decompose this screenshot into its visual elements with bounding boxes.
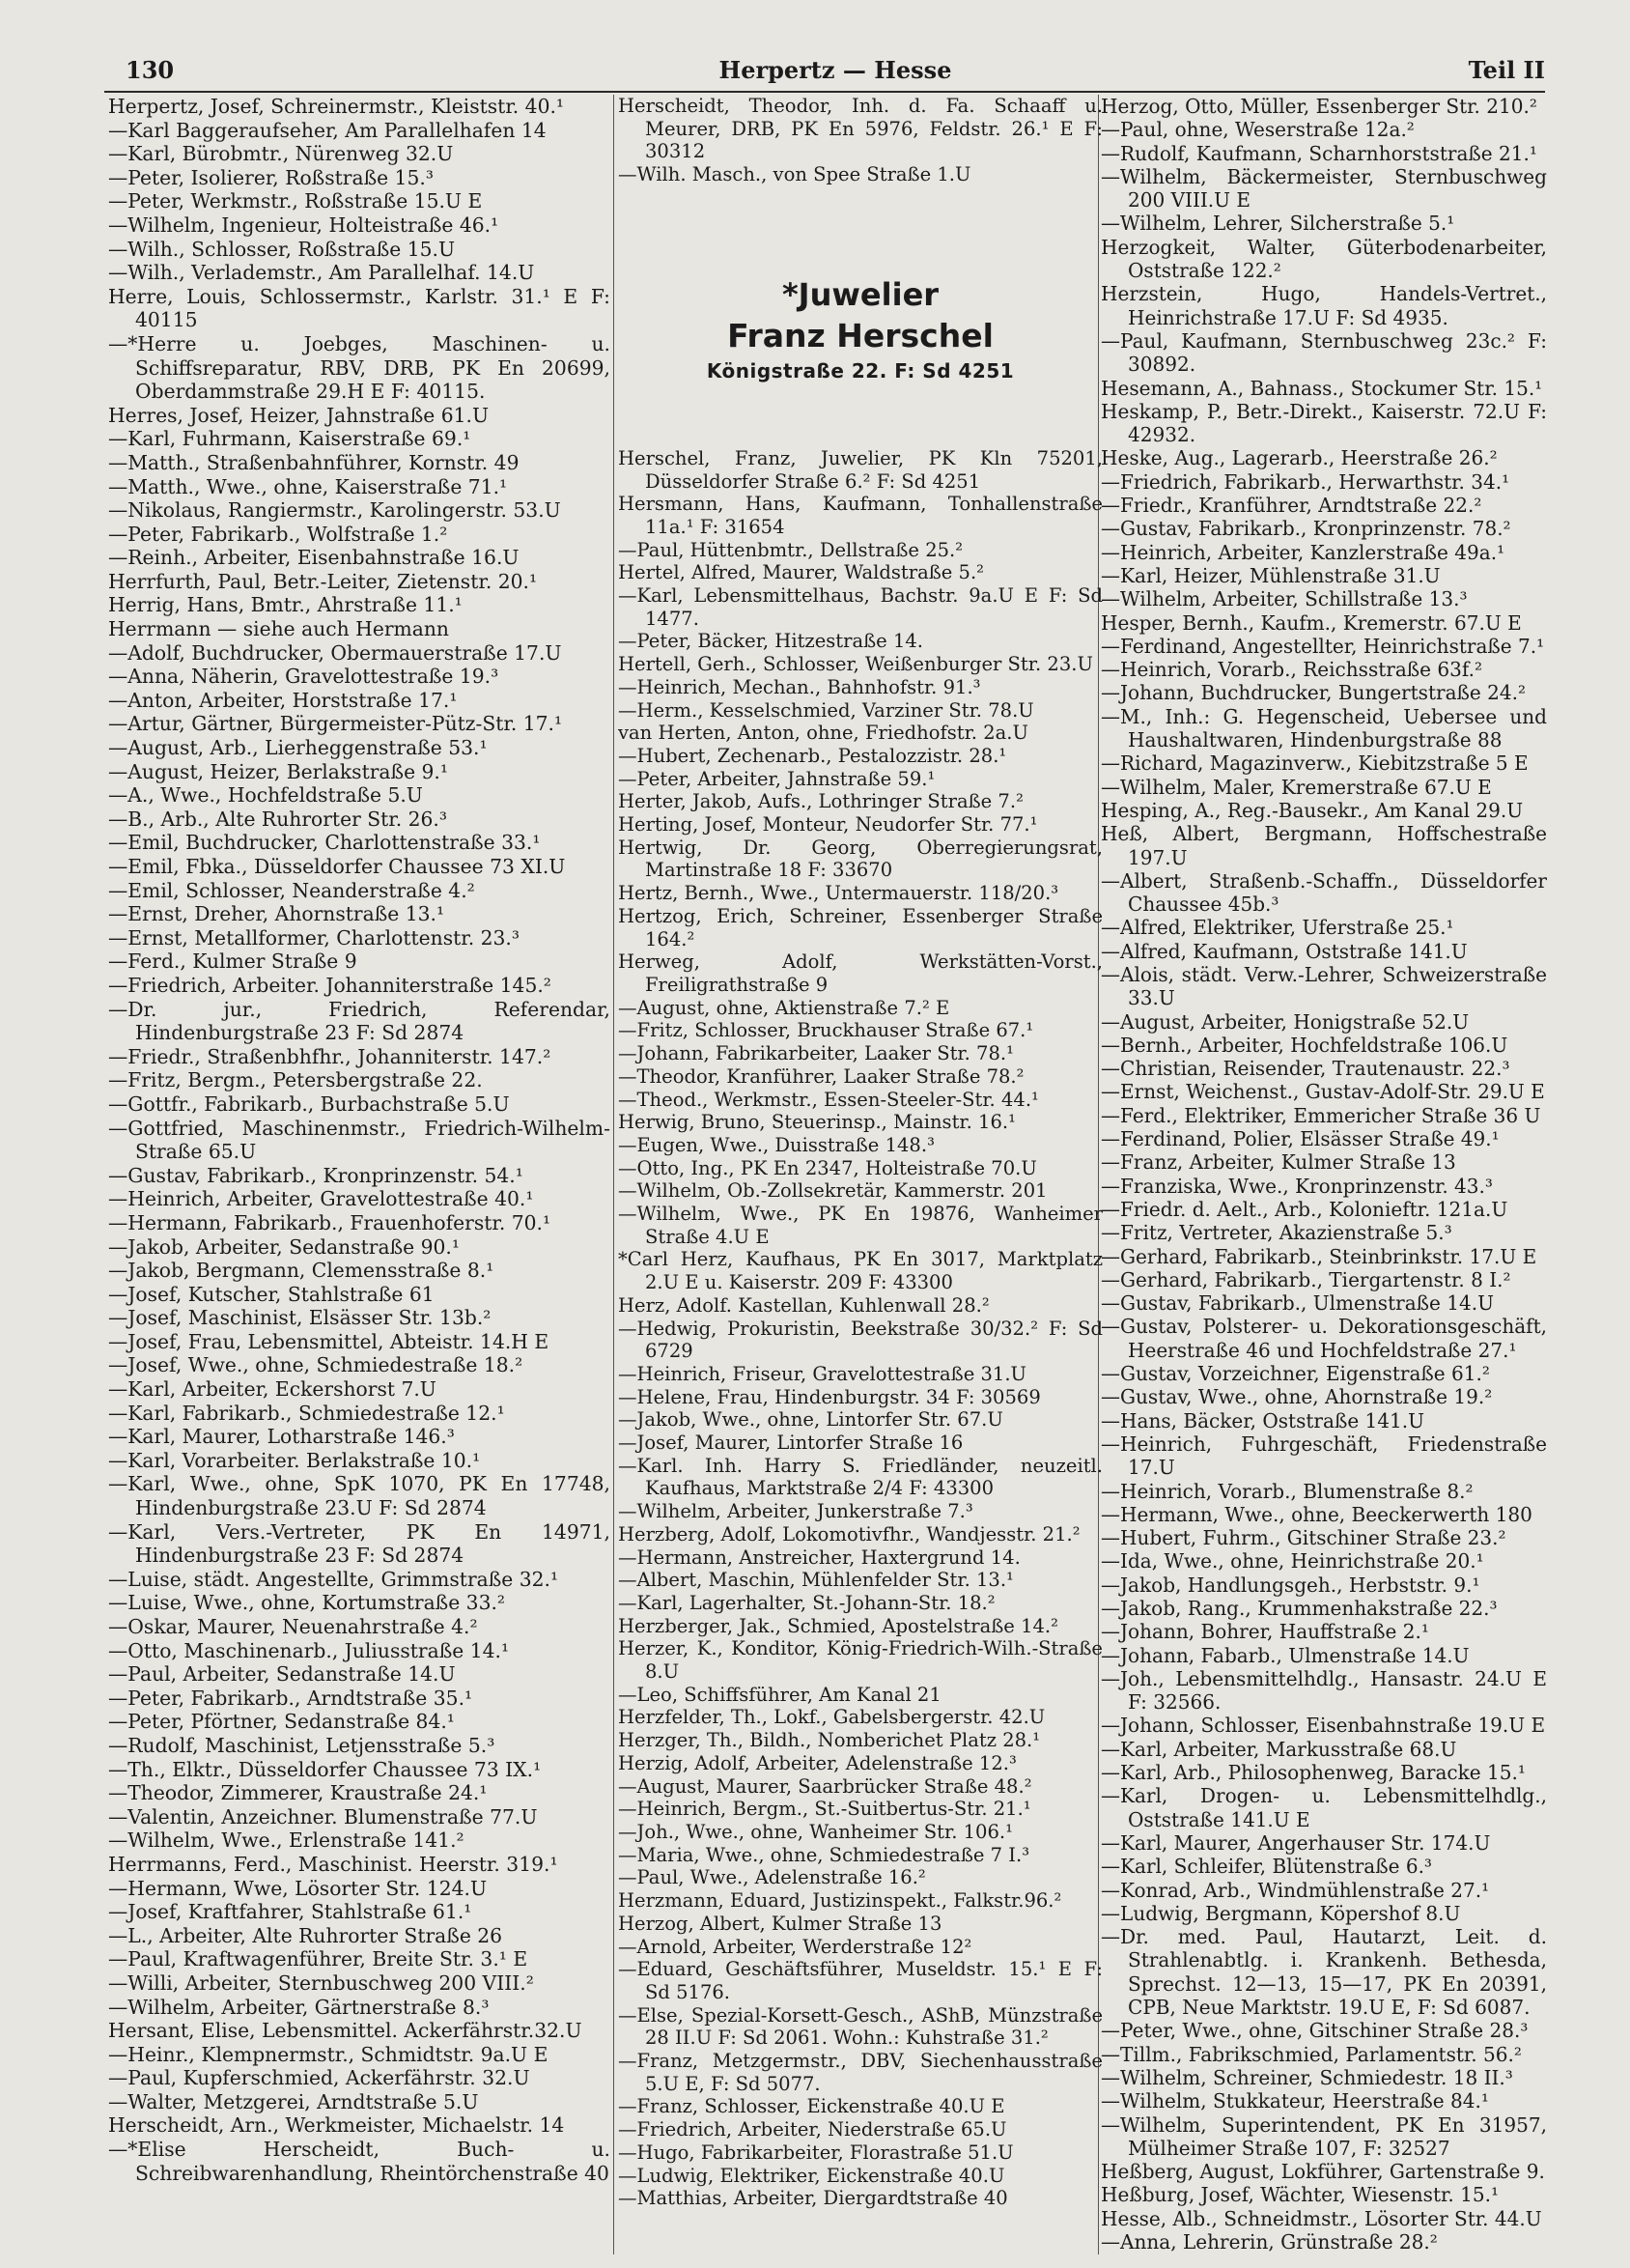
column-2 [618,95,1103,2254]
directory-entry: —Peter, Wwe., ohne, Gitschiner Straße 28.³ [1101,2019,1529,2043]
directory-entry: —August, Maurer, Saarbrücker Straße 48.² [618,1774,1032,1798]
directory-entry: Herter, Jakob, Aufs., Lothringer Straße 7.² [618,790,1024,813]
directory-entry: —Paul, ohne, Weserstraße 12a.² [1101,118,1415,142]
directory-entry: —Christian, Reisender, Trautenaustr. 22.³ [1101,1057,1510,1081]
directory-entry: Hesping, A., Reg.-Bausekr., Am Kanal 29.U [1101,798,1524,822]
directory-entry: —Wilhelm, Arbeiter, Gärtnerstraße 8.³ [108,1995,490,2019]
directory-entry: —Tillm., Fabrikschmied, Parlamentstr. 56.² [1101,2042,1522,2066]
directory-entry: —Peter, Isolierer, Roßstraße 15.³ [108,165,434,189]
column-divider [613,95,614,2254]
directory-entry: —Bernh., Arbeiter, Hochfeldstraße 106.U [1101,1033,1508,1057]
directory-entry: —Wilhelm, Arbeiter, Junkerstraße 7.³ [618,1500,973,1523]
directory-entry: —Emil, Buchdrucker, Charlottenstraße 33.¹ [108,831,541,855]
directory-entry: —Jakob, Arbeiter, Sedanstraße 90.¹ [108,1234,460,1259]
directory-entry: —Karl, Arbeiter, Eckershorst 7.U [108,1377,436,1402]
directory-entry: —Jakob, Rang., Krummenhakstraße 22.³ [1101,1597,1498,1620]
directory-entry: —Ferdinand, Angestellter, Heinrichstraße 7.¹ [1101,634,1545,658]
directory-entry: Herrmanns, Ferd., Maschinist. Heerstr. 319.¹ [108,1852,558,1876]
directory-entry: —Josef, Frau, Lebensmittel, Abteistr. 14.H E [108,1329,549,1353]
directory-entry: —Gustav, Fabrikarb., Kronprinzenstr. 54.¹ [108,1163,523,1187]
directory-entry: —Artur, Gärtner, Bürgermeister-Pütz-Str. 17.¹ [108,712,563,736]
directory-entry: —Theod., Werkmstr., Essen-Steeler-Str. 44.¹ [618,1088,1039,1111]
directory-entry: —Anton, Arbeiter, Horststraße 17.¹ [108,688,458,712]
directory-entry: Hertwig, Dr. Georg, Oberregierungsrat, Martinstraße 18 F: 33670 [618,836,1103,882]
directory-entry: —Eugen, Wwe., Duisstraße 148.³ [618,1133,935,1156]
directory-entry: —Walter, Metzgerei, Arndtstraße 5.U [108,2089,479,2113]
directory-entry: —Johann, Bohrer, Hauffstraße 2.¹ [1101,1620,1429,1644]
directory-entry: —L., Arbeiter, Alte Ruhrorter Straße 26 [108,1923,503,1947]
directory-entry: —Friedr. d. Aelt., Arb., Kolonieftr. 121a.U [1101,1197,1508,1221]
directory-entry: —Peter, Bäcker, Hitzestraße 14. [618,630,924,653]
directory-entry: —Heinr., Klempnermstr., Schmidtstr. 9a.U E [108,2042,548,2066]
column-1 [108,95,610,2254]
directory-entry: —*Elise Herscheidt, Buch- u. Schreibwarenhandlung, Rheintörchenstraße 40 [108,2138,610,2185]
column-2-top-entries [618,95,1103,186]
directory-entry: —Friedrich, Arbeiter, Niederstraße 65.U [618,2118,1007,2141]
directory-entry: —Herm., Kesselschmied, Varziner Str. 78.U [618,698,1034,722]
directory-entry: —Hermann, Fabrikarb., Frauenhoferstr. 70.¹ [108,1210,551,1234]
directory-entry: —Heinrich, Bergm., St.-Suitbertus-Str. 21.¹ [618,1798,1031,1821]
directory-entry: —Heinrich, Arbeiter, Kanzlerstraße 49a.¹ [1101,540,1505,564]
directory-entry: —Wilh., Schlosser, Roßstraße 15.U [108,237,456,261]
directory-entry: —Wilhelm, Ingenieur, Holteistraße 46.¹ [108,213,499,237]
directory-entry: Herrfurth, Paul, Betr.-Leiter, Zietenstr. 20.¹ [108,569,538,593]
directory-entry: Herscheidt, Theodor, Inh. d. Fa. Schaaff u. Meurer, DRB, PK En 5976, Feldstr. 26.¹ E F: 30312 [618,95,1103,163]
directory-entry: Herzfelder, Th., Lokf., Gabelsbergerstr. 42.U [618,1706,1046,1729]
directory-entry: —Karl, Maurer, Lotharstraße 146.³ [108,1425,455,1449]
directory-entry: —B., Arb., Alte Ruhrorter Str. 26.³ [108,807,447,831]
directory-entry: —Rudolf, Maschinist, Letjensstraße 5.³ [108,1733,495,1757]
directory-entry: —Karl, Arbeiter, Markusstraße 68.U [1101,1737,1457,1761]
directory-entry: —Karl, Lagerhalter, St.-Johann-Str. 18.² [618,1591,996,1614]
directory-entry: —Valentin, Anzeichner. Blumenstraße 77.U [108,1804,538,1829]
directory-entry: Herzog, Otto, Müller, Essenberger Str. 210.² [1101,95,1537,118]
directory-entry: —Joh., Lebensmittelhdlg., Hansastr. 24.U E F: 32566. [1101,1666,1547,1715]
directory-entry: Herre, Louis, Schlossermstr., Karlstr. 31.¹ E F: 40115 [108,284,610,332]
directory-entry: —Josef, Kutscher, Stahlstraße 61 [108,1282,435,1306]
directory-entry: —Wilhelm, Wwe., Erlenstraße 141.² [108,1829,464,1853]
directory-entry: Hesper, Bernh., Kaufm., Kremerstr. 67.U E [1101,610,1522,635]
directory-entry: —Alfred, Kaufmann, Oststraße 141.U [1101,939,1468,963]
directory-entry: —Willi, Arbeiter, Sternbuschweg 200 VIII.² [108,1970,534,1995]
directory-entry: —Karl, Heizer, Mühlenstraße 31.U [1101,563,1441,587]
directory-entry: —Karl, Schleifer, Blütenstraße 6.³ [1101,1855,1432,1879]
directory-entry: —Karl, Lebensmittelhaus, Bachstr. 9a.U E F: Sd 1477. [618,584,1103,630]
directory-entry: —Karl, Vers.-Vertreter, PK En 14971, Hindenburgstraße 23 F: Sd 2874 [108,1519,610,1568]
directory-entry: —Wilhelm, Bäckermeister, Sternbuschweg 200 VIII.U E [1101,164,1547,213]
header-rule [104,91,1545,93]
directory-entry: —Reinh., Arbeiter, Eisenbahnstraße 16.U [108,546,520,570]
directory-entry: —Wilhelm, Lehrer, Silcherstraße 5.¹ [1101,212,1455,236]
directory-entry: Herting, Josef, Monteur, Neudorfer Str. 77.¹ [618,813,1038,836]
directory-entry: —Matth., Wwe., ohne, Kaiserstraße 71.¹ [108,474,508,498]
directory-entry: *Carl Herz, Kaufhaus, PK En 3017, Marktplatz 2.U E u. Kaiserstr. 209 F: 43300 [618,1248,1103,1294]
directory-entry: —A., Wwe., Hochfeldstraße 5.U [108,783,423,808]
directory-entry: —Alois, städt. Verw.-Lehrer, Schweizerstraße 33.U [1101,962,1547,1010]
directory-entry: —Fritz, Vertreter, Akazienstraße 5.³ [1101,1221,1452,1245]
directory-entry: Herzig, Adolf, Arbeiter, Adelenstraße 12.³ [618,1751,1017,1774]
directory-entry: —Wilhelm, Superintendent, PK En 31957, Mülheimer Straße 107, F: 32527 [1101,2112,1547,2160]
directory-entry: —Matth., Straßenbahnführer, Kornstr. 49 [108,450,520,474]
directory-entry: —Albert, Straßenb.-Schaffn., Düsseldorfer Chaussee 45b.³ [1101,868,1547,917]
directory-entry: Herzstein, Hugo, Handels-Vertret., Heinrichstraße 17.U F: Sd 4935. [1101,282,1547,329]
directory-entry: —Ernst, Weichenst., Gustav-Adolf-Str. 29.U E [1101,1080,1545,1104]
directory-entry: —Josef, Maurer, Lintorfer Straße 16 [618,1432,964,1455]
directory-entry: —Karl, Maurer, Angerhauser Str. 174.U [1101,1830,1491,1855]
directory-entry: —Ida, Wwe., ohne, Heinrichstraße 20.¹ [1101,1549,1484,1573]
directory-entry: Herzogkeit, Walter, Güterbodenarbeiter, Oststraße 122.² [1101,235,1547,283]
directory-entry: —Dr. jur., Friedrich, Referendar, Hindenburgstraße 23 F: Sd 2874 [108,997,610,1045]
page-header [126,56,1545,91]
directory-entry: —Johann, Fabarb., Ulmenstraße 14.U [1101,1643,1470,1667]
directory-entry: —Gerhard, Fabrikarb., Tiergartenstr. 8 I.² [1101,1267,1511,1291]
directory-entry: —Karl Baggeraufseher, Am Parallelhafen 14 [108,118,547,142]
directory-entry: —Josef, Kraftfahrer, Stahlstraße 61.¹ [108,1900,472,1924]
directory-entry: —Ferdinand, Polier, Elsässer Straße 49.¹ [1101,1127,1500,1151]
directory-entry: —Friedr., Straßenbhfhr., Johanniterstr. 147.² [108,1044,551,1068]
directory-entry: —August, Heizer, Berlakstraße 9.¹ [108,759,448,783]
directory-entry: —Gerhard, Fabrikarb., Steinbrinkstr. 17.U E [1101,1244,1537,1268]
directory-entry: —Joh., Wwe., ohne, Wanheimer Str. 106.¹ [618,1821,1013,1843]
directory-entry: —Hugo, Fabrikarbeiter, Florastraße 51.U [618,2140,1014,2164]
directory-entry: —Friedrich, Arbeiter. Johanniterstraße 145.² [108,973,551,997]
directory-entry: —Helene, Frau, Hindenburgstr. 34 F: 30569 [618,1385,1041,1408]
directory-entry: —Ludwig, Elektriker, Eickenstraße 40.U [618,2164,1005,2187]
directory-entry: —Josef, Maschinist, Elsässer Str. 13b.² [108,1306,492,1330]
directory-entry: Herrig, Hans, Bmtr., Ahrstraße 11.¹ [108,593,463,617]
directory-entry: —Jakob, Bergmann, Clemensstraße 8.¹ [108,1259,494,1283]
directory-entry: —Peter, Werkmstr., Roßstraße 15.U E [108,189,483,213]
directory-entry: —Franz, Metzgermstr., DBV, Siechenhausstraße 5.U E, F: Sd 5077. [618,2050,1103,2095]
directory-entry: —Heinrich, Vorarb., Blumenstraße 8.² [1101,1479,1474,1503]
directory-entry: —Rudolf, Kaufmann, Scharnhorststraße 21.¹ [1101,141,1537,165]
directory-entry: Herzberger, Jak., Schmied, Apostelstraße 14.² [618,1614,1058,1637]
directory-entry: —Alfred, Elektriker, Uferstraße 25.¹ [1101,916,1454,940]
directory-entry: —August, Arb., Lierheggenstraße 53.¹ [108,736,488,760]
directory-entry: —Ernst, Metallformer, Charlottenstr. 23.³ [108,925,520,950]
directory-entry: —August, Arbeiter, Honigstraße 52.U [1101,1009,1470,1034]
directory-entry: Herrmann — siehe auch Hermann [108,617,449,641]
directory-entry: —Gottfr., Fabrikarb., Burbachstraße 5.U [108,1091,510,1116]
directory-entry: —Paul, Hüttenbmtr., Dellstraße 25.² [618,538,964,561]
directory-entry: —Wilh., Verlademstr., Am Parallelhaf. 14.U [108,261,535,285]
directory-entry: —Emil, Fbka., Düsseldorfer Chaussee 73 XI.U [108,855,566,878]
directory-entry: Hertel, Alfred, Maurer, Waldstraße 5.² [618,561,985,584]
directory-entry: —Eduard, Geschäftsführer, Museldstr. 15.¹ E F: Sd 5176. [618,1958,1103,2003]
directory-entry: —Wilhelm, Wwe., PK En 19876, Wanheimer Straße 4.U E [618,1203,1103,1248]
directory-entry: —Hubert, Zechenarb., Pestalozzistr. 28.¹ [618,744,1007,767]
directory-entry: —Oskar, Maurer, Neuenahrstraße 4.² [108,1615,478,1638]
directory-entry: —Hermann, Wwe, Lösorter Str. 124.U [108,1876,488,1900]
directory-entry: Herzer, K., Konditor, König-Friedrich-Wilh.-Straße 8.U [618,1637,1103,1684]
directory-entry: —Maria, Wwe., ohne, Schmiedestraße 7 I.³ [618,1843,1030,1866]
directory-entry: —Wilhelm, Stukkateur, Heerstraße 84.¹ [1101,2089,1489,2113]
directory-entry: —Paul, Kupferschmied, Ackerfährstr. 32.U [108,2066,530,2090]
directory-entry: —Otto, Ing., PK En 2347, Holteistraße 70.U [618,1156,1037,1179]
directory-entry: —Johann, Schlosser, Eisenbahnstraße 19.U E [1101,1714,1546,1738]
directory-entry: —*Herre u. Joebges, Maschinen- u. Schiffsreparatur, RBV, DRB, PK En 20699, Oberdammstraße 29.H E F: 40115. [108,331,610,404]
directory-entry: —Peter, Pförtner, Sedanstraße 84.¹ [108,1710,455,1734]
directory-entry: —Wilhelm, Schreiner, Schmiedestr. 18 II.³ [1101,2065,1513,2089]
directory-entry: Herzog, Albert, Kulmer Straße 13 [618,1912,942,1935]
directory-entry: —Josef, Wwe., ohne, Schmiedestraße 18.² [108,1353,523,1377]
directory-entry: —Ernst, Dreher, Ahornstraße 13.¹ [108,902,445,926]
directory-entry: —Leo, Schiffsführer, Am Kanal 21 [618,1683,941,1706]
directory-entry: —Nikolaus, Rangiermstr., Karolingerstr. 53.U [108,498,561,523]
directory-entry: —Gustav, Polsterer- u. Dekorationsgeschäft, Heerstraße 46 und Hochfeldstraße 27.¹ [1101,1315,1547,1362]
directory-entry: Herres, Josef, Heizer, Jahnstraße 61.U [108,403,490,427]
directory-entry: —Karl. Inh. Harry S. Friedländer, neuzeitl. Kaufhaus, Marktstraße 2/4 F: 43300 [618,1454,1103,1500]
directory-entry: Herzmann, Eduard, Justizinspekt., Falkstr.96.² [618,1889,1062,1913]
column-2-bottom-entries [618,447,1103,2210]
directory-entry: —Peter, Fabrikarb., Wolfstraße 1.² [108,522,448,546]
directory-entry: Hesse, Alb., Schneidmstr., Lösorter Str. 44.U [1101,2206,1542,2230]
directory-entry: Heskamp, P., Betr.-Direkt., Kaiserstr. 72.U F: 42932. [1101,399,1547,447]
directory-entry: —Karl, Fabrikarb., Schmiedestraße 12.¹ [108,1401,505,1425]
directory-entry: —Luise, Wwe., ohne, Kortumstraße 33.² [108,1591,506,1615]
directory-entry: Herpertz, Josef, Schreinermstr., Kleiststr. 40.¹ [108,95,565,118]
directory-entry: —Jakob, Wwe., ohne, Lintorfer Str. 67.U [618,1408,1003,1432]
directory-entry: —Matthias, Arbeiter, Diergardtstraße 40 [618,2187,1008,2210]
directory-entry: —Heinrich, Vorarb., Reichsstraße 63f.² [1101,658,1482,682]
directory-entry: Heßburg, Josef, Wächter, Wiesenstr. 15.¹ [1101,2183,1499,2207]
directory-entry: Herzger, Th., Bildh., Nomberichet Platz 28.¹ [618,1729,1041,1752]
directory-entry: —Hermann, Anstreicher, Haxtergrund 14. [618,1545,1021,1569]
directory-entry: —Franz, Arbeiter, Kulmer Straße 13 [1101,1150,1456,1175]
directory-entry: —Paul, Kraftwagenführer, Breite Str. 3.¹ E [108,1947,528,1971]
directory-entry: —Ferd., Elektriker, Emmericher Straße 36 U [1101,1103,1541,1127]
directory-entry: —Ferd., Kulmer Straße 9 [108,950,357,974]
directory-entry: —Gustav, Wwe., ohne, Ahornstraße 19.² [1101,1385,1493,1409]
jeweler-advertisement [618,186,1103,447]
directory-entry: —Theodor, Kranführer, Laaker Straße 78.² [618,1064,1025,1088]
directory-entry: —Wilhelm, Ob.-Zollsekretär, Kammerstr. 201 [618,1179,1048,1203]
directory-entry: —Karl, Arb., Philosophenweg, Baracke 15.¹ [1101,1761,1526,1785]
directory-entry: Heß, Albert, Bergmann, Hoffschestraße 197.U [1101,822,1547,869]
directory-entry: —Adolf, Buchdrucker, Obermauerstraße 17.U [108,640,562,665]
directory-entry: Heßberg, August, Lokführer, Gartenstraße 9. [1101,2160,1545,2184]
directory-entry: Herz, Adolf. Kastellan, Kuhlenwall 28.² [618,1293,990,1317]
directory-entry: —Th., Elktr., Düsseldorfer Chaussee 73 IX.¹ [108,1757,542,1781]
directory-entry: —Heinrich, Arbeiter, Gravelottestraße 40.¹ [108,1187,534,1211]
directory-entry: Herwig, Bruno, Steuerinsp., Mainstr. 16.¹ [618,1111,1016,1134]
directory-entry: —Johann, Fabrikarbeiter, Laaker Str. 78.¹ [618,1042,1014,1065]
directory-entry: —Anna, Näherin, Gravelottestraße 19.³ [108,665,499,689]
ad-line-1: *Juwelier [781,275,940,313]
ad-line-2: Franz Herschel [727,316,994,354]
directory-entry: —Heinrich, Fuhrgeschäft, Friedenstraße 17.U [1101,1432,1547,1480]
directory-entry: —Jakob, Handlungsgeh., Herbststr. 9.¹ [1101,1573,1480,1597]
column-3 [1101,95,1547,2254]
directory-entry: —Wilh. Masch., von Spee Straße 1.U [618,163,971,186]
directory-entry: —Karl, Vorarbeiter. Berlakstraße 10.¹ [108,1448,481,1472]
directory-entry: —Franz, Schlosser, Eickenstraße 40.U E [618,2095,1005,2118]
directory-entry: Hertell, Gerh., Schlosser, Weißenburger Str. 23.U [618,653,1093,676]
directory-entry: —Karl, Bürobmtr., Nürenweg 32.U [108,142,454,166]
directory-entry: —Johann, Buchdrucker, Bungertstraße 24.² [1101,681,1527,705]
directory-entry: —Paul, Kaufmann, Sternbuschweg 23c.² F: 30892. [1101,328,1547,377]
directory-entry: —Wilhelm, Maler, Kremerstraße 67.U E [1101,775,1492,799]
directory-entry: —Paul, Arbeiter, Sedanstraße 14.U [108,1662,456,1687]
directory-entry: —Gustav, Fabrikarb., Ulmenstraße 14.U [1101,1291,1494,1316]
part-label: Teil II [1468,56,1545,84]
directory-entry: —Else, Spezial-Korsett-Gesch., AShB, Münzstraße 28 II.U F: Sd 2061. Wohn.: Kuhstraße 31.² [618,2003,1103,2050]
directory-entry: —Arnold, Arbeiter, Werderstraße 12² [618,1935,972,1958]
directory-entry: —Peter, Arbeiter, Jahnstraße 59.¹ [618,767,936,790]
directory-entry: —Gottfried, Maschinenmstr., Friedrich-Wilhelm-Straße 65.U [108,1116,610,1164]
directory-entry: —Albert, Maschin, Mühlenfelder Str. 13.¹ [618,1569,1014,1592]
directory-entry: —Karl, Fuhrmann, Kaiserstraße 69.¹ [108,427,471,451]
directory-entry: —August, ohne, Aktienstraße 7.² E [618,996,950,1019]
directory-entry: Herscheidt, Arn., Werkmeister, Michaelstr. 14 [108,2113,565,2138]
directory-entry: Hesemann, A., Bahnass., Stockumer Str. 15.¹ [1101,376,1543,400]
directory-entry: —Karl, Wwe., ohne, SpK 1070, PK En 17748, Hindenburgstraße 23.U F: Sd 2874 [108,1472,610,1520]
directory-entry: —Heinrich, Mechan., Bahnhofstr. 91.³ [618,675,981,698]
running-title: Herpertz — Hesse [718,56,952,84]
directory-entry: —Hedwig, Prokuristin, Beekstraße 30/32.² F: Sd 6729 [618,1317,1103,1363]
directory-entry: —Otto, Maschinenarb., Juliusstraße 14.¹ [108,1638,510,1662]
directory-entry: Hertzog, Erich, Schreiner, Essenberger Straße 164.² [618,904,1103,950]
ad-line-3: Königstraße 22. F: Sd 4251 [706,358,1015,383]
directory-entry: —Emil, Schlosser, Neanderstraße 4.² [108,878,475,902]
directory-entry: —Ludwig, Bergmann, Köpershof 8.U [1101,1901,1461,1925]
directory-entry: —Hermann, Wwe., ohne, Beeckerwerth 180 [1101,1502,1532,1526]
directory-entry: —Wilhelm, Arbeiter, Schillstraße 13.³ [1101,587,1468,611]
page-number: 130 [126,56,175,84]
directory-entry: Herzberg, Adolf, Lokomotivfhr., Wandjesstr. 21.² [618,1522,1081,1545]
directory-entry: Hertz, Bernh., Wwe., Untermauerstr. 118/20.³ [618,882,1059,905]
directory-entry: —Hans, Bäcker, Oststraße 141.U [1101,1408,1425,1432]
directory-entry: —Luise, städt. Angestellte, Grimmstraße 32.¹ [108,1567,559,1591]
directory-entry: —Gustav, Fabrikarb., Kronprinzenstr. 78.² [1101,517,1511,541]
directory-entry: —Peter, Fabrikarb., Arndtstraße 35.¹ [108,1686,473,1710]
directory-entry: —Heinrich, Friseur, Gravelottestraße 31.U [618,1362,1026,1385]
directory-entry: Heske, Aug., Lagerarb., Heerstraße 26.² [1101,446,1498,470]
directory-entry: Herweg, Adolf, Werkstätten-Vorst., Freiligrathstraße 9 [618,950,1103,996]
directory-entry: —Dr. med. Paul, Hautarzt, Leit. d. Strahlenabtlg. i. Krankenh. Bethesda, Sprechst. 12—13, 15—17, PK En 20391, CPB, Neue Marktstr. 19.U E, F: Sd 6087. [1101,1925,1547,2020]
directory-entry: —Friedr., Kranführer, Arndtstraße 22.² [1101,494,1482,518]
directory-entry: Hersant, Elise, Lebensmittel. Ackerfährstr.32.U [108,2019,582,2043]
directory-entry: —M., Inh.: G. Hegenscheid, Uebersee und Haushaltwaren, Hindenburgstraße 88 [1101,704,1547,752]
directory-entry: van Herten, Anton, ohne, Friedhofstr. 2a.U [618,722,1028,745]
directory-entry: —Richard, Magazinverw., Kiebitzstraße 5 E [1101,751,1529,776]
directory-entry: —Fritz, Schlosser, Bruckhauser Straße 67.¹ [618,1019,1034,1042]
directory-entry: —Konrad, Arb., Windmühlenstraße 27.¹ [1101,1878,1490,1902]
directory-entry: —Gustav, Vorzeichner, Eigenstraße 61.² [1101,1362,1490,1386]
directory-entry: —Friedrich, Fabrikarb., Herwarthstr. 34.¹ [1101,469,1510,494]
directory-entry: —Fritz, Bergm., Petersbergstraße 22. [108,1068,483,1092]
directory-entry: —Karl, Drogen- u. Lebensmittelhdlg., Oststraße 141.U E [1101,1784,1547,1831]
directory-entry: —Franziska, Wwe., Kronprinzenstr. 43.³ [1101,1174,1493,1198]
directory-entry: —Hubert, Fuhrm., Gitschiner Straße 23.² [1101,1526,1506,1550]
directory-entry: —Paul, Wwe., Adelenstraße 16.² [618,1866,926,1889]
directory-entry: Herschel, Franz, Juwelier, PK Kln 75201, Düsseldorfer Straße 6.² F: Sd 4251 [618,446,1103,493]
directory-entry: —Theodor, Zimmerer, Kraustraße 24.¹ [108,1781,488,1805]
directory-entry: Hersmann, Hans, Kaufmann, Tonhallenstraße 11a.¹ F: 31654 [618,493,1103,538]
directory-entry: —Anna, Lehrerin, Grünstraße 28.² [1101,2230,1438,2254]
